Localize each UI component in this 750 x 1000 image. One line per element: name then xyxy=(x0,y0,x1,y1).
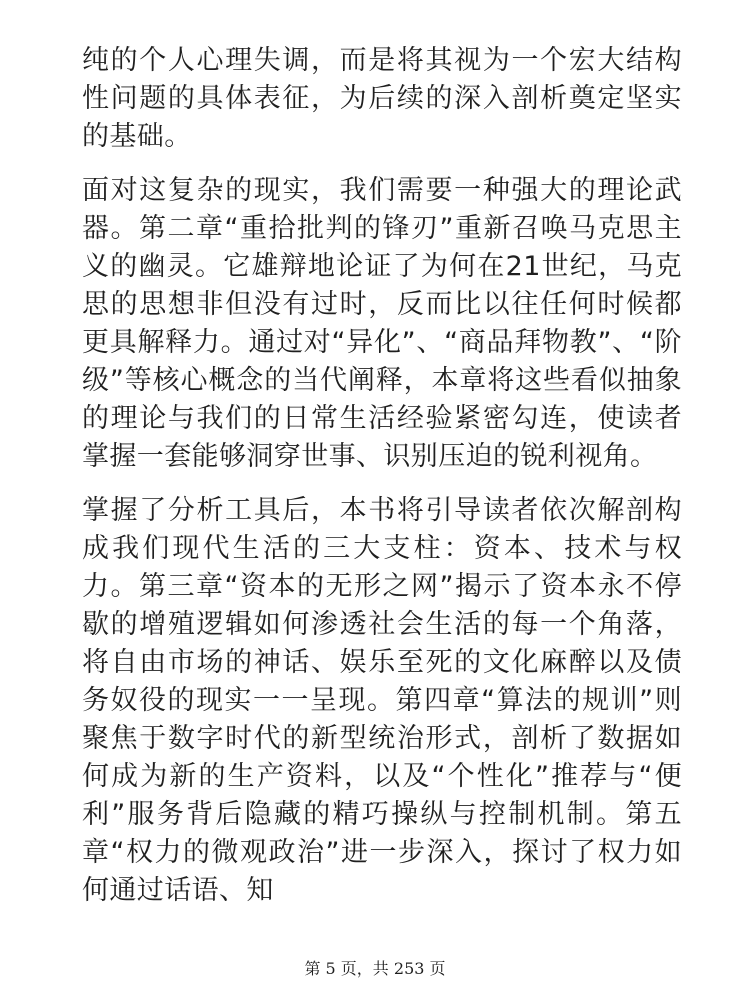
paragraph-3: 掌握了分析工具后，本书将引导读者依次解剖构成我们现代生活的三大支柱：资本、技术与权力。第三章“资本的无形之网”揭示了资本永不停歇的增殖逻辑如何渗透社会生活的每一个角落，将自由市场的神话、娱乐至死的文化麻醉以及债务奴役的现实一一呈现。第四章“算法的规训”则聚焦于数字时代的新型统治形式，剖析了数据如何成为新的生产资料，以及“个性化”推荐与“便利”服务背后隐藏的精巧操纵与控制机制。第五章“权力的微观政治”进一步深入，探讨了权力如何通过话语、知 xyxy=(82,495,682,906)
page-body xyxy=(82,42,682,926)
page-number-footer: 第 5 页，共 253 页 xyxy=(304,959,446,978)
paragraph-1: 纯的个人心理失调，而是将其视为一个宏大结构性问题的具体表征，为后续的深入剖析奠定坚实的基础。 xyxy=(82,45,682,152)
paragraph-2: 面对这复杂的现实，我们需要一种强大的理论武器。第二章“重拾批判的锋刃”重新召唤马克思主义的幽灵。它雄辩地论证了为何在21世纪，马克思的思想非但没有过时，反而比以往任何时候都更具解释力。通过对“异化”、“商品拜物教”、“阶级”等核心概念的当代阐释，本章将这些看似抽象的理论与我们的日常生活经验紧密勾连，使读者掌握一套能够洞穿世事、识别压迫的锐利视角。 xyxy=(82,175,682,472)
